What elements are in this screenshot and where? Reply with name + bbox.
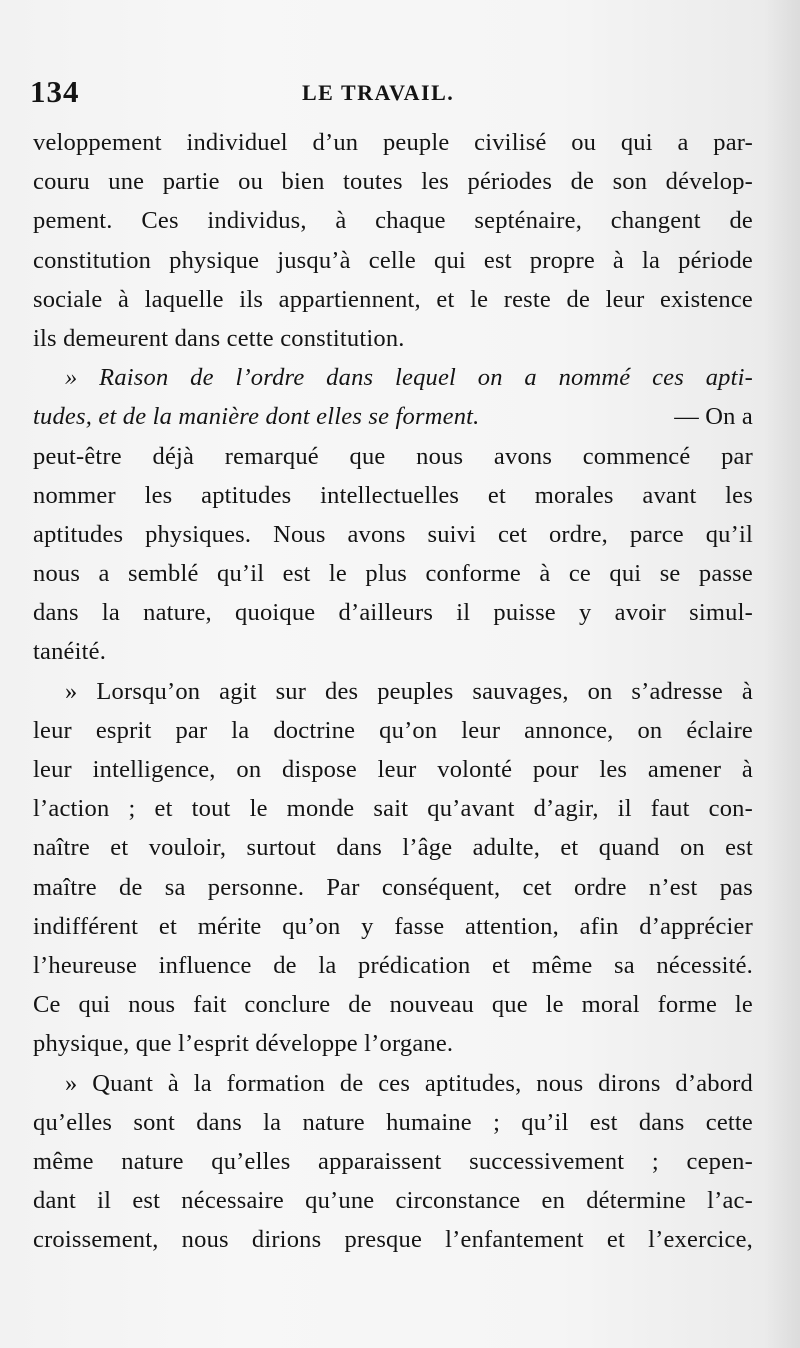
text-line: ils demeurent dans cette constitution. — [33, 324, 405, 352]
text-line: physique, que l’esprit développe l’organe. — [33, 1030, 454, 1058]
text-line: nous a semblé qu’il est le plus conforme à ce qui se passe — [33, 560, 753, 588]
text-line: peut-être déjà remarqué que nous avons commencé par — [33, 442, 753, 470]
text-line: couru une partie ou bien toutes les périodes de son dévelop- — [33, 168, 753, 196]
text-line: leur esprit par la doctrine qu’on leur annonce, on éclaire — [33, 716, 753, 744]
text-line: naître et vouloir, surtout dans l’âge adulte, et quand on est — [33, 834, 753, 862]
body-text — [33, 123, 753, 1259]
running-title: LE TRAVAIL. — [302, 80, 455, 105]
text-line: veloppement individuel d’un peuple civilisé ou qui a par- — [33, 129, 753, 156]
running-head — [30, 74, 750, 114]
text-line: même nature qu’elles apparaissent successivement ; cepen- — [33, 1147, 753, 1175]
italic-heading-text: tudes, et de la manière dont elles se forment. — [33, 403, 480, 431]
italic-heading-line — [33, 358, 753, 397]
text-segment: — On a — [674, 403, 753, 431]
text-line: » Lorsqu’on agit sur des peuples sauvages, on s’adresse à — [65, 677, 753, 705]
text-line: constitution physique jusqu’à celle qui est propre à la période — [33, 246, 753, 274]
text-line: l’action ; et tout le monde sait qu’avant d’agir, il faut con- — [33, 795, 753, 823]
text-line: dant il est nécessaire qu’une circonstance en détermine l’ac- — [33, 1187, 753, 1215]
text-line: indifférent et mérite qu’on y fasse attention, afin d’apprécier — [33, 912, 753, 940]
text-line: croissement, nous dirions presque l’enfantement et l’exercice, — [33, 1226, 753, 1254]
text-line: maître de sa personne. Par conséquent, cet ordre n’est pas — [33, 873, 753, 901]
italic-heading-text: » Raison de l’ordre dans lequel on a nommé ces apti- — [65, 364, 753, 392]
text-line: tanéité. — [33, 638, 107, 666]
text-line — [33, 397, 753, 436]
text-line: pement. Ces individus, à chaque septénaire, changent de — [33, 207, 753, 235]
text-line: nommer les aptitudes intellectuelles et morales avant les — [33, 481, 753, 509]
page-number: 134 — [30, 74, 80, 109]
text-line: qu’elles sont dans la nature humaine ; qu’il est dans cette — [33, 1108, 753, 1136]
text-line: » Quant à la formation de ces aptitudes, nous dirons d’abord — [65, 1069, 753, 1097]
text-line: sociale à laquelle ils appartiennent, et le reste de leur existence — [33, 285, 753, 313]
text-line: dans la nature, quoique d’ailleurs il puisse y avoir simul- — [33, 599, 753, 627]
text-line: l’heureuse influence de la prédication et même sa nécessité. — [33, 951, 753, 979]
text-line: Ce qui nous fait conclure de nouveau que le moral forme le — [33, 991, 753, 1019]
text-line: leur intelligence, on dispose leur volonté pour les amener à — [33, 756, 753, 783]
text-line: aptitudes physiques. Nous avons suivi cet ordre, parce qu’il — [33, 520, 753, 548]
